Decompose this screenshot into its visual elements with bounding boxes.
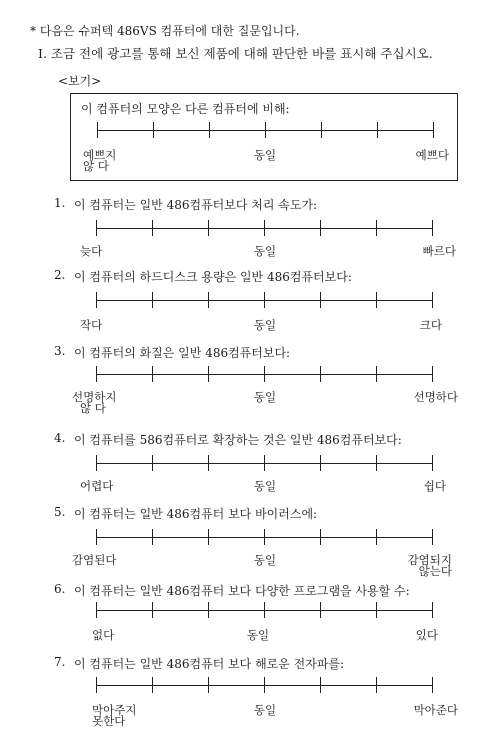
scale-tick[interactable] xyxy=(377,122,378,138)
scale-tick[interactable] xyxy=(376,677,377,693)
middle-anchor: 동일 xyxy=(253,479,277,493)
scale-tick[interactable] xyxy=(153,122,154,138)
example-left-anchor: 예쁘지 않 다 xyxy=(83,148,117,173)
question-number: 3. xyxy=(54,344,66,358)
right-anchor: 쉽다 xyxy=(423,479,446,493)
scale-tick[interactable] xyxy=(432,529,433,545)
scale-tick[interactable] xyxy=(320,677,321,693)
right-anchor: 빠르다 xyxy=(422,244,456,258)
question-number: 7. xyxy=(54,655,66,669)
left-anchor: 감염된다 xyxy=(72,553,117,567)
middle-anchor: 동일 xyxy=(246,628,270,642)
scale-tick[interactable] xyxy=(376,529,377,545)
rating-scale[interactable] xyxy=(96,677,432,695)
example-label: <보기> xyxy=(58,74,102,88)
question-number: 1. xyxy=(54,196,66,210)
scale-tick[interactable] xyxy=(152,677,153,693)
left-anchor: 막아주지 못한다 xyxy=(92,703,137,728)
rating-scale[interactable] xyxy=(96,220,432,238)
rating-scale[interactable] xyxy=(96,529,432,547)
scale-tick[interactable] xyxy=(264,366,265,382)
right-anchor: 감염되지 않는다 xyxy=(407,553,452,578)
scale-tick[interactable] xyxy=(152,220,153,236)
left-anchor: 없다 xyxy=(92,628,115,642)
rating-scale[interactable] xyxy=(96,455,432,473)
right-anchor: 크다 xyxy=(419,318,442,332)
scale-tick[interactable] xyxy=(320,602,321,618)
scale-tick[interactable] xyxy=(208,366,209,382)
scale-tick[interactable] xyxy=(376,220,377,236)
scale-tick[interactable] xyxy=(264,220,265,236)
left-anchor: 선명하지 않 다 xyxy=(72,390,117,415)
scale-tick[interactable] xyxy=(96,366,97,382)
question-number: 6. xyxy=(54,582,66,596)
question-number: 2. xyxy=(54,268,66,282)
scale-tick[interactable] xyxy=(264,677,265,693)
right-anchor: 막아준다 xyxy=(413,703,458,717)
scale-tick[interactable] xyxy=(265,122,266,138)
scale-tick[interactable] xyxy=(209,122,210,138)
question-text: 이 컴퓨터의 하드디스크 용량은 일반 486컴퓨터보다: xyxy=(74,270,352,284)
scale-tick[interactable] xyxy=(433,122,434,138)
left-anchor: 어렵다 xyxy=(80,479,114,493)
scale-tick[interactable] xyxy=(208,292,209,308)
scale-tick[interactable] xyxy=(96,677,97,693)
scale-tick[interactable] xyxy=(152,366,153,382)
scale-tick[interactable] xyxy=(152,292,153,308)
scale-tick[interactable] xyxy=(208,677,209,693)
scale-tick[interactable] xyxy=(320,455,321,471)
example-middle-anchor: 동일 xyxy=(253,148,277,162)
scale-tick[interactable] xyxy=(320,220,321,236)
scale-tick[interactable] xyxy=(320,366,321,382)
scale-tick[interactable] xyxy=(264,455,265,471)
question-number: 5. xyxy=(54,505,66,519)
question-number: 4. xyxy=(54,431,66,445)
scale-tick[interactable] xyxy=(208,602,209,618)
scale-tick[interactable] xyxy=(376,366,377,382)
middle-anchor: 동일 xyxy=(253,553,277,567)
scale-tick[interactable] xyxy=(432,602,433,618)
scale-tick[interactable] xyxy=(152,529,153,545)
left-anchor: 작다 xyxy=(80,318,103,332)
example-question: 이 컴퓨터의 모양은 다른 컴퓨터에 비해: xyxy=(81,102,290,116)
scale-tick[interactable] xyxy=(96,455,97,471)
scale-tick[interactable] xyxy=(432,220,433,236)
right-anchor: 있다 xyxy=(415,628,438,642)
rating-scale[interactable] xyxy=(96,366,432,384)
middle-anchor: 동일 xyxy=(253,318,277,332)
survey-header: * 다음은 슈퍼텍 486VS 컴퓨터에 대한 질문입니다. xyxy=(30,24,300,38)
middle-anchor: 동일 xyxy=(253,703,277,717)
scale-tick[interactable] xyxy=(321,122,322,138)
question-text: 이 컴퓨터의 화질은 일반 486컴퓨터보다: xyxy=(74,346,291,360)
scale-tick[interactable] xyxy=(96,292,97,308)
scale-tick[interactable] xyxy=(432,677,433,693)
scale-tick[interactable] xyxy=(432,292,433,308)
question-text: 이 컴퓨터는 일반 486컴퓨터보다 처리 속도가: xyxy=(74,198,318,212)
rating-scale[interactable] xyxy=(96,292,432,310)
question-text: 이 컴퓨터는 일반 486컴퓨터 보다 다양한 프로그램을 사용할 수: xyxy=(74,584,410,598)
scale-tick[interactable] xyxy=(96,220,97,236)
scale-tick[interactable] xyxy=(208,529,209,545)
scale-tick[interactable] xyxy=(97,122,98,138)
example-right-anchor: 예쁘다 xyxy=(415,148,449,162)
question-text: 이 컴퓨터는 일반 486컴퓨터 보다 바이러스에: xyxy=(74,507,318,521)
scale-tick[interactable] xyxy=(320,292,321,308)
scale-tick[interactable] xyxy=(152,602,153,618)
scale-tick[interactable] xyxy=(264,292,265,308)
left-anchor: 늦다 xyxy=(80,244,103,258)
example-box xyxy=(70,93,458,181)
scale-tick[interactable] xyxy=(432,455,433,471)
scale-tick[interactable] xyxy=(376,602,377,618)
scale-tick[interactable] xyxy=(208,455,209,471)
scale-tick[interactable] xyxy=(96,602,97,618)
example-rating-scale[interactable] xyxy=(97,122,433,140)
question-text: 이 컴퓨터를 586컴퓨터로 확장하는 것은 일반 486컴퓨터보다: xyxy=(74,433,402,447)
scale-tick[interactable] xyxy=(376,455,377,471)
scale-tick[interactable] xyxy=(264,602,265,618)
middle-anchor: 동일 xyxy=(253,390,277,404)
right-anchor: 선명하다 xyxy=(413,390,458,404)
scale-tick[interactable] xyxy=(376,292,377,308)
scale-tick[interactable] xyxy=(320,529,321,545)
scale-tick[interactable] xyxy=(432,366,433,382)
section-instruction: I. 조금 전에 광고를 통해 보신 제품에 대해 판단한 바를 표시해 주십시오. xyxy=(38,46,433,61)
scale-tick[interactable] xyxy=(96,529,97,545)
scale-tick[interactable] xyxy=(264,529,265,545)
rating-scale[interactable] xyxy=(96,602,432,620)
scale-tick[interactable] xyxy=(208,220,209,236)
scale-tick[interactable] xyxy=(152,455,153,471)
question-text: 이 컴퓨터는 일반 486컴퓨터 보다 해로운 전자파를: xyxy=(74,657,345,671)
middle-anchor: 동일 xyxy=(253,244,277,258)
